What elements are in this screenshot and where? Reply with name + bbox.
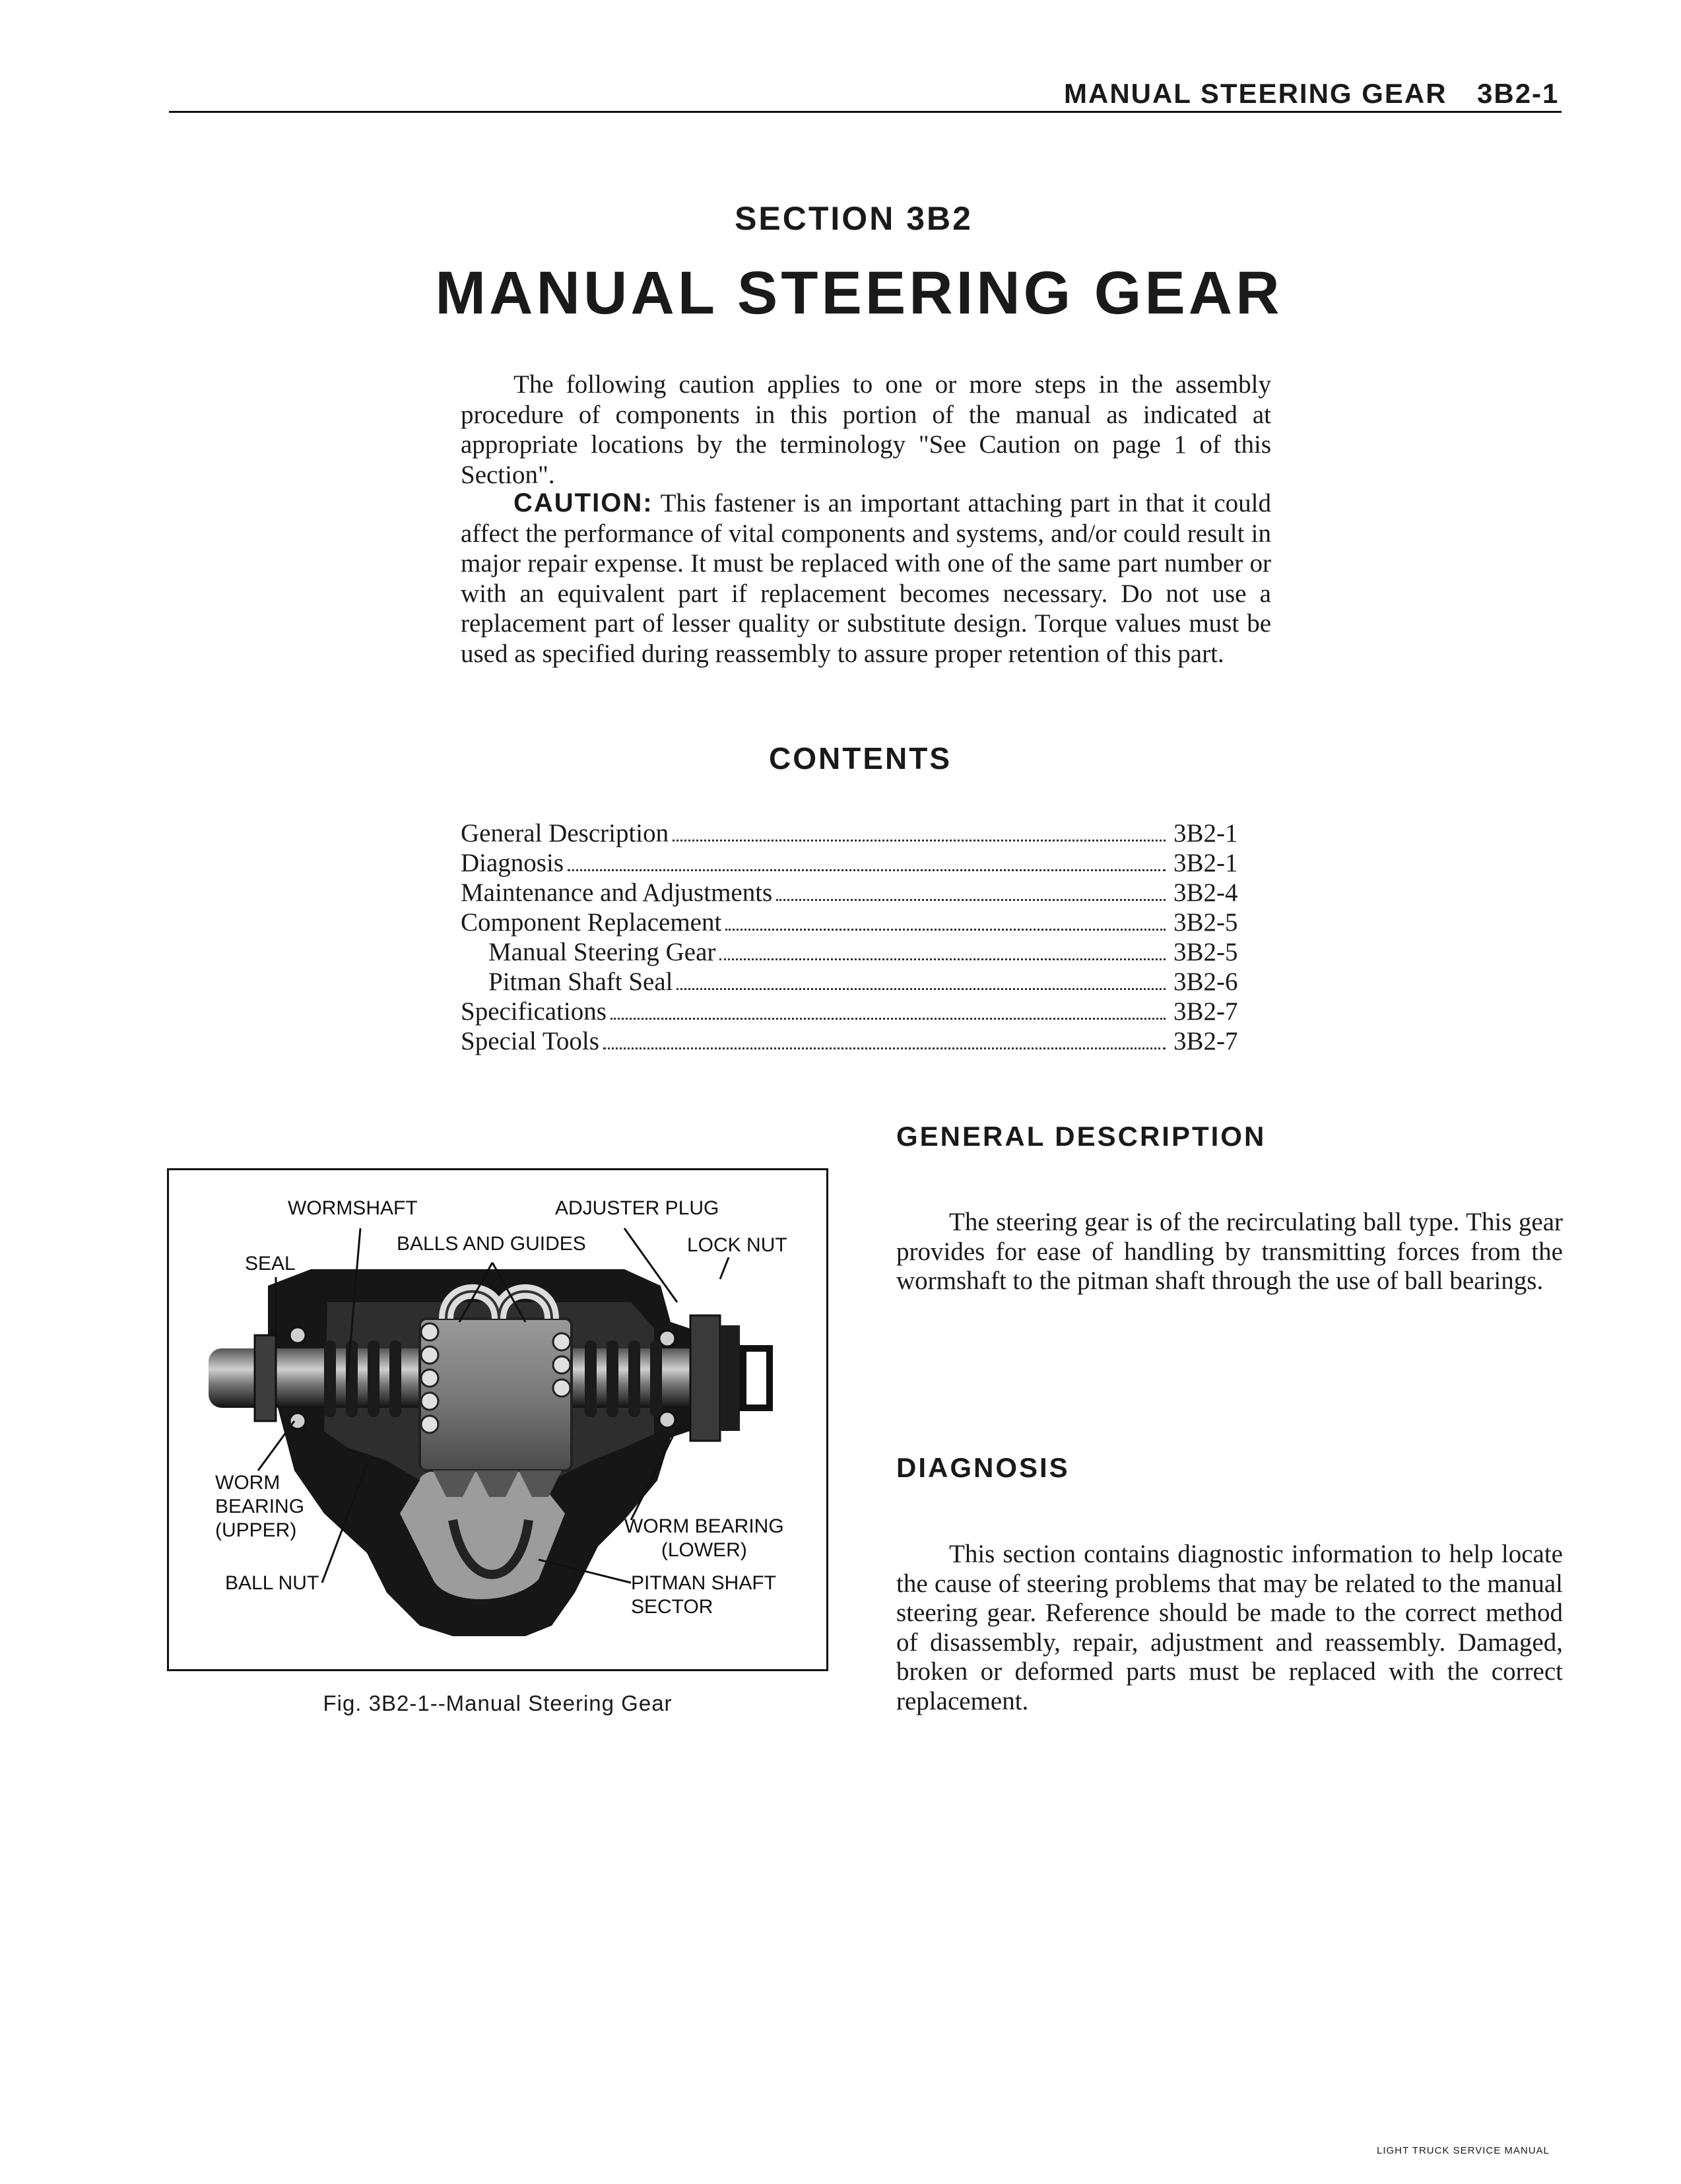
figure-frame	[167, 1168, 828, 1671]
toc-leader-dots	[776, 899, 1166, 901]
toc-leader-dots	[568, 869, 1166, 871]
label-line: PITMAN SHAFT	[631, 1572, 777, 1594]
toc-leader-dots	[676, 988, 1166, 990]
footer: LIGHT TRUCK SERVICE MANUAL	[1377, 2145, 1550, 2156]
label-line: BEARING	[215, 1496, 305, 1517]
adjuster-plug-shape	[690, 1315, 720, 1441]
toc-leader-dots	[725, 929, 1166, 931]
label-worm-bearing-lower	[624, 1515, 784, 1562]
label-balls-and-guides: BALLS AND GUIDES	[397, 1233, 586, 1255]
table-of-contents	[461, 818, 1253, 1056]
label-line: WORM	[215, 1472, 280, 1494]
toc-entry-label: Pitman Shaft Seal	[488, 968, 673, 996]
diagnosis-heading: DIAGNOSIS	[896, 1452, 1070, 1483]
toc-entry[interactable]	[461, 848, 1253, 878]
toc-entry-page: 3B2-6	[1173, 968, 1238, 996]
caution-intro-paragraph: The following caution applies to one or more steps in the assembly procedure of components in this portion of the manual as indicated at appropriate locations by the terminology "See Caution on page 1 of this Section".	[461, 370, 1271, 489]
toc-entry-page: 3B2-7	[1173, 997, 1238, 1026]
toc-entry[interactable]	[461, 878, 1253, 908]
label-line: WORM BEARING	[624, 1515, 784, 1537]
toc-leader-dots	[673, 840, 1166, 842]
label-line: (UPPER)	[215, 1519, 297, 1541]
toc-entry-label: Specifications	[461, 997, 607, 1026]
diagnosis-text: This section contains diagnostic information to help locate the cause of steering problems that may be related to the manual steering gear. Reference should be made to the correct method of disassembly, repair, adjustment and reassembly. Damaged, broken or deformed parts must be replaced with the correct replacement.	[896, 1540, 1563, 1715]
toc-entry-page: 3B2-7	[1173, 1027, 1238, 1055]
toc-entry-label: Component Replacement	[461, 908, 722, 937]
toc-entry-page: 3B2-4	[1173, 878, 1238, 907]
general-description-text: The steering gear is of the recirculating ball type. This gear provides for ease of handling by transmitting forces from the wormshaft to the pitman shaft through the use of ball bearings.	[896, 1208, 1563, 1295]
contents-heading: CONTENTS	[769, 741, 952, 776]
general-description-heading: GENERAL DESCRIPTION	[896, 1121, 1267, 1152]
toc-entry-label: Maintenance and Adjustments	[461, 878, 773, 907]
label-line: (LOWER)	[661, 1539, 747, 1561]
running-header	[0, 0, 1681, 119]
page-title: MANUAL STEERING GEAR	[435, 259, 1283, 327]
toc-leader-dots	[719, 958, 1166, 960]
toc-entry-label: Diagnosis	[461, 849, 564, 877]
toc-entry-label: General Description	[461, 819, 669, 847]
toc-entry[interactable]	[461, 1026, 1253, 1056]
toc-entry[interactable]	[461, 908, 1253, 937]
section-label: SECTION 3B2	[735, 200, 973, 237]
toc-leader-dots	[603, 1047, 1166, 1049]
toc-entry-label: Manual Steering Gear	[488, 938, 716, 966]
toc-leader-dots	[610, 1018, 1166, 1020]
header-rule	[169, 111, 1562, 113]
seal-shape	[255, 1335, 276, 1421]
label-wormshaft: WORMSHAFT	[288, 1197, 418, 1219]
label-worm-bearing-upper	[215, 1471, 304, 1542]
label-pitman-shaft-sector	[631, 1572, 776, 1619]
toc-subentry[interactable]	[461, 937, 1253, 967]
lock-nut-shape	[720, 1325, 740, 1431]
toc-entry-page: 3B2-1	[1173, 819, 1238, 847]
toc-entry-page: 3B2-5	[1173, 938, 1238, 966]
toc-entry-page: 3B2-1	[1173, 849, 1238, 877]
toc-entry[interactable]	[461, 818, 1253, 848]
toc-subentry[interactable]	[461, 967, 1253, 997]
caution-label: CAUTION:	[513, 488, 653, 517]
toc-entry-label: Special Tools	[461, 1027, 599, 1055]
label-ball-nut: BALL NUT	[225, 1572, 319, 1594]
label-lock-nut: LOCK NUT	[687, 1234, 787, 1256]
label-seal: SEAL	[245, 1253, 296, 1274]
figure-caption: Fig. 3B2-1--Manual Steering Gear	[323, 1691, 673, 1715]
label-line: SECTOR	[631, 1596, 713, 1618]
toc-entry-page: 3B2-5	[1173, 908, 1238, 937]
page-number: 3B2-1	[1477, 78, 1560, 109]
ball-nut-teeth	[433, 1471, 562, 1497]
label-adjuster-plug: ADJUSTER PLUG	[555, 1197, 719, 1219]
toc-entry[interactable]	[461, 997, 1253, 1026]
running-header-title: MANUAL STEERING GEAR	[1064, 78, 1447, 109]
caution-paragraph	[461, 488, 1271, 669]
caution-text: This fastener is an important attaching part in that it could affect the performance of vital components and systems, and/or could result in major repair expense. It must be replaced with one of the same part number or with an equivalent part if replacement becomes necessary. Do not use a replacement part of lesser quality or substitute design. Torque values must be used as specified during reassembly to assure proper retention of this part.	[461, 489, 1271, 668]
ball-nut-shape	[420, 1319, 572, 1471]
